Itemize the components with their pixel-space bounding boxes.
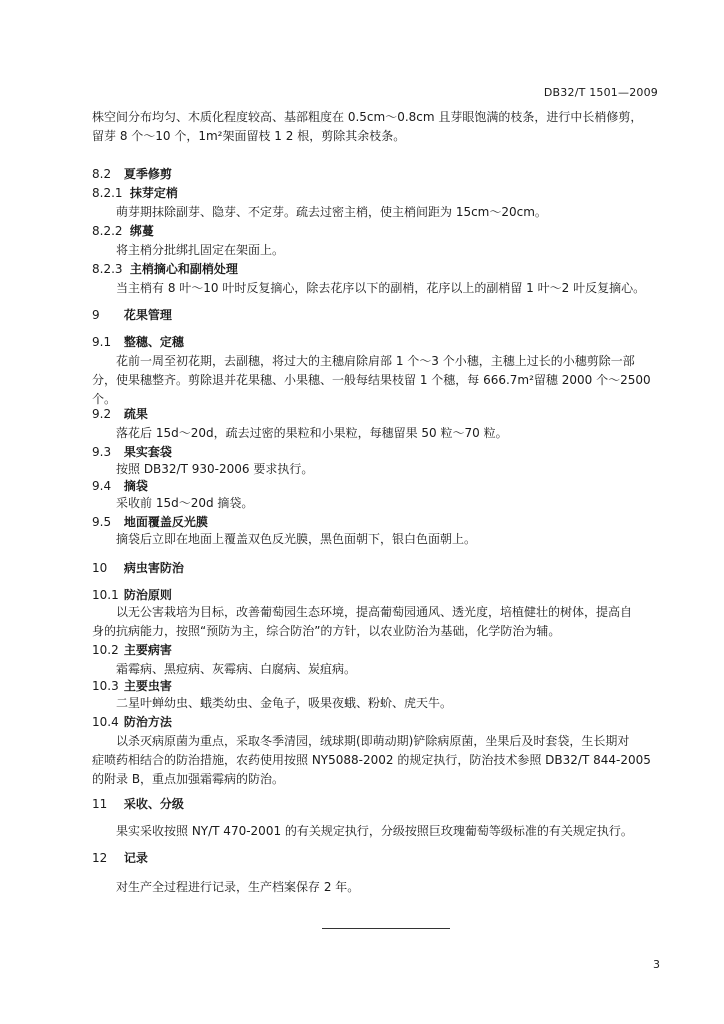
- paragraph-line: 的附录 B，重点加强霜霉病的防治。: [92, 772, 285, 786]
- section-title: 采收、分级: [123, 797, 184, 811]
- paragraph-line: 果实采收按照 NY/T 470-2001 的有关规定执行，分级按照巨玫瑰葡萄等级标准的有关规定执行。: [116, 824, 633, 838]
- section-number: 8.2.2: [92, 224, 123, 238]
- section-number: 9.2: [92, 407, 112, 421]
- paragraph-line: 以无公害栽培为目标，改善葡萄园生态环境，提高葡萄园通风、透光度，培植健壮的树体，提高自: [116, 605, 633, 619]
- section-number: 8.2.3: [92, 262, 123, 276]
- section-number: 8.2.1: [92, 186, 123, 200]
- section-number: 12: [92, 851, 108, 865]
- section-title: 绑蔓: [129, 224, 154, 238]
- section-title: 主要病害: [123, 643, 172, 657]
- section-title: 抹芽定梢: [129, 186, 178, 200]
- paragraph-line: 个。: [92, 392, 117, 406]
- paragraph-line: 按照 DB32/T 930-2006 要求执行。: [116, 462, 314, 476]
- section-number: 10: [92, 561, 108, 575]
- section-title: 主梢摘心和副梢处理: [129, 262, 238, 276]
- section-heading-8-2-3: [92, 260, 664, 279]
- section-title: 摘袋: [123, 479, 148, 493]
- footer-divider: [322, 928, 450, 929]
- section-title: 记录: [123, 851, 148, 865]
- section-title: 夏季修剪: [123, 167, 172, 181]
- document-code: DB32/T 1501—2009: [543, 86, 658, 99]
- section-title: 果实套袋: [123, 445, 172, 459]
- paragraph-line: 采收前 15d～20d 摘袋。: [116, 496, 254, 510]
- section-number: 9: [92, 308, 100, 322]
- section-title: 主要虫害: [123, 679, 172, 693]
- section-number: 9.3: [92, 445, 112, 459]
- section-number: 9.5: [92, 515, 112, 529]
- section-number: 11: [92, 797, 108, 811]
- section-title: 病虫害防治: [123, 561, 184, 575]
- paragraph-line: 株空间分布均匀、木质化程度较高、基部粗度在 0.5cm～0.8cm 且芽眼饱满的枝条，进行中长梢修剪，: [92, 110, 643, 124]
- section-title: 防治原则: [123, 588, 172, 602]
- section-number: 8.2: [92, 167, 112, 181]
- section-number: 10.4: [92, 715, 119, 729]
- section-heading-8-2: [92, 165, 664, 184]
- section-title: 整穗、定穗: [123, 335, 184, 349]
- section-heading-9-2: [92, 405, 664, 424]
- paragraph-line: 落花后 15d～20d，疏去过密的果粒和小果粒，每穗留果 50 粒～70 粒。: [116, 426, 508, 440]
- paragraph-line: 将主梢分批绑扎固定在架面上。: [116, 243, 285, 257]
- section-heading-10-4: [92, 713, 664, 732]
- paragraph-line: 对生产全过程进行记录，生产档案保存 2 年。: [116, 880, 360, 894]
- section-title: 地面覆盖反光膜: [123, 515, 208, 529]
- paragraph-line: 身的抗病能力，按照“预防为主，综合防治”的方针，以农业防治为基础，化学防治为辅。: [92, 624, 561, 638]
- section-title: 花果管理: [123, 308, 172, 322]
- section-heading-8-2-2: [92, 222, 664, 241]
- section-number: 9.1: [92, 335, 112, 349]
- paragraph-line: 萌芽期抹除副芽、隐芽、不定芽。疏去过密主梢，使主梢间距为 15cm～20cm。: [116, 205, 547, 219]
- paragraph-line: 花前一周至初花期，去副穗，将过大的主穗肩除肩部 1 个～3 个小穗，主穗上过长的小穗剪除一部: [116, 354, 635, 368]
- page-number: 3: [653, 958, 660, 971]
- paragraph-line: 当主梢有 8 叶～10 叶时反复摘心，除去花序以下的副梢，花序以上的副梢留 1 叶～2 叶反复摘心。: [116, 281, 646, 295]
- section-heading-12: [92, 849, 664, 868]
- section-number: 10.1: [92, 588, 119, 602]
- paragraph-line: 摘袋后立即在地面上覆盖双色反光膜，黑色面朝下，银白色面朝上。: [116, 532, 477, 546]
- paragraph-line: 二星叶蝉幼虫、蛾类幼虫、金龟子，吸果夜蛾、粉蚧、虎天牛。: [116, 696, 453, 710]
- section-heading-10: [92, 559, 664, 578]
- section-heading-9-1: [92, 333, 664, 352]
- section-number: 10.3: [92, 679, 119, 693]
- paragraph-line: 留芽 8 个～10 个，1m²架面留枝 1 2 根，剪除其余枝条。: [92, 129, 406, 143]
- section-heading-11: [92, 795, 664, 814]
- section-number: 10.2: [92, 643, 119, 657]
- paragraph-line: 分，使果穗整齐。剪除退并花果穗、小果穗、一般每结果枝留 1 个穗，每 666.7m²留穗 2000 个～2500: [92, 373, 651, 387]
- paragraph-line: 以杀灭病原菌为重点，采取冬季清园，绒球期(即萌动期)铲除病原菌，坐果后及时套袋，生长期对: [116, 734, 630, 748]
- paragraph-line: 症喷药相结合的防治措施，农药使用按照 NY5088-2002 的规定执行，防治技术参照 DB32/T 844-2005: [92, 753, 651, 767]
- section-title: 防治方法: [123, 715, 172, 729]
- section-heading-9: [92, 306, 664, 325]
- section-number: 9.4: [92, 479, 112, 493]
- section-title: 疏果: [123, 407, 148, 421]
- paragraph-line: 霜霉病、黑痘病、灰霉病、白腐病、炭疽病。: [116, 662, 357, 676]
- section-heading-8-2-1: [92, 184, 664, 203]
- section-heading-10-2: [92, 641, 664, 660]
